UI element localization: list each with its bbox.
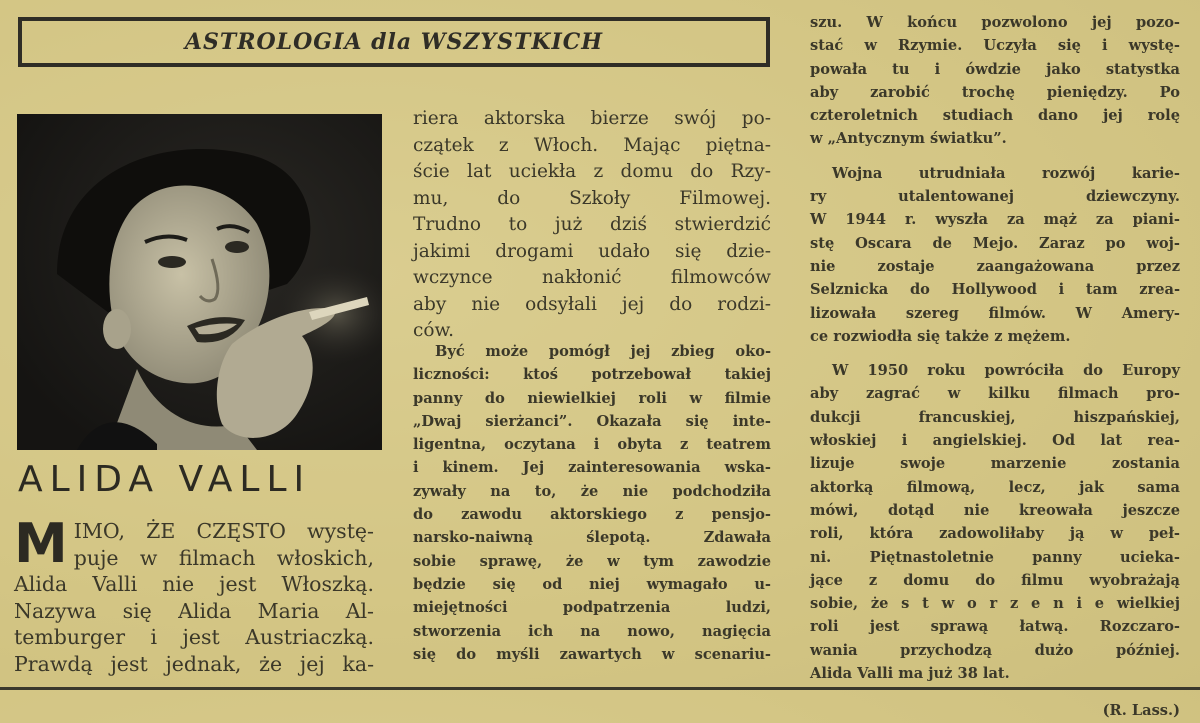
section-title: ASTROLOGIA dla WSZYSTKICH [184,29,604,55]
text-line: temburger i jest Austriaczką. [14,625,374,649]
text-line: w „Antycznym światku”. [810,130,1007,148]
text-line: ry utalentowanej dziewczyny. [810,188,1180,206]
text-line: Być może pomógł jej zbieg oko- [435,343,771,360]
text-line: mu, do Szkoły Filmowej. [413,187,771,209]
text-line: aby zarobić trochę pieniędzy. Po [810,83,1180,101]
column-2-paragraph-2 [413,340,771,666]
text-line: W 1950 roku powróciła do Europy [832,362,1180,380]
text-line: Trudno to już dziś stwierdzić [413,214,771,235]
text-line: miejętności podpatrzenia ludzi, [413,599,771,617]
text-line: ligentna, oczytana i obyta z teatrem [413,436,771,454]
text-line: się do myśli zawartych w scenariu- [413,645,771,663]
text-line: do zawodu aktorskiego z pensjo- [413,506,771,524]
text-line: sobie, że s t w o r z e n i e wielkiej [810,595,1180,613]
text-line: stać w Rzymie. Uczyła się i wystę- [810,37,1180,55]
text-line: włoskiej i angielskiej. Od lat rea- [810,432,1180,450]
text-line: czteroletnich studiach dano jej rolę [810,107,1180,125]
column-2-paragraph-1 [413,106,771,345]
text-line: W 1944 r. wyszła za mąż za piani- [810,211,1180,229]
text-line: Wojna utrudniała rozwój karie- [832,164,1180,182]
text-line: zywały na to, że nie podchodziła [413,482,771,500]
text-line: aby zagrać w kilku filmach pro- [810,385,1180,403]
portrait-photo [17,114,382,450]
text-line: sobie sprawę, że w tym zawodzie [413,552,771,570]
text-line: jakimi drogami udało się dzie- [413,240,771,262]
text-line: dukcji francuskiej, hiszpańskiej, [810,408,1180,426]
text-line: stę Oscara de Mejo. Zaraz po woj- [810,234,1180,252]
text-line: stworzenia ich na nowo, nagięcia [413,622,771,640]
text-line: puje w filmach włoskich, [73,545,374,570]
text-line: jące z domu do filmu wyobrażają [810,571,1180,589]
text-line: będzie się od niej wymagało u- [413,575,771,593]
text-line: „Dwaj sierżanci”. Okazała się inte- [413,412,771,430]
text-line: panny do niewielkiej roli w filmie [413,389,771,407]
text-line: Selznicka do Hollywood i tam zrea- [810,281,1180,299]
text-line: roli, która zadowoliłaby ją w peł- [810,525,1180,543]
author-signature: (R. Lass.) [1102,702,1180,720]
text-line: Prawdą jest jednak, że jej ka- [14,651,374,676]
section-header-box [18,17,770,67]
column-3 [810,11,1180,723]
text-line: lizowała szereg filmów. W Amery- [810,304,1180,322]
text-line: aby nie odsyłali jej do rodzi- [413,293,771,315]
text-line: Nazywa się Alida Maria Al- [14,598,374,623]
text-line: IMO, ŻE CZĘSTO wystę- [73,519,374,543]
text-line: lizuje swoje marzenie zostania [810,455,1180,473]
text-line: narsko-naiwną ślepotą. Zdawała [413,529,771,547]
text-line: nie zostaje zaangażowana przez [810,257,1180,275]
drop-cap: M [14,512,68,575]
text-line: roli jest sprawą łatwą. Rozczaro- [810,618,1180,636]
text-line: wczynce nakłonić filmowców [413,267,771,288]
text-line: riera aktorska bierze swój po- [413,108,771,129]
text-line: aktorką filmową, lecz, jak sama [810,478,1180,496]
portrait-image [17,114,382,450]
article-headline: ALIDA VALLI [18,459,312,500]
text-line: ni. Piętnastoletnie panny ucieka- [810,548,1180,566]
text-line: czątek z Włoch. Mając piętna- [413,134,771,156]
text-line: Alida Valli nie jest Włoszką. [14,572,374,596]
text-line: ce rozwiodła się także z mężem. [810,327,1071,345]
text-line: liczności: ktoś potrzebował takiej [413,366,771,384]
text-line: szu. W końcu pozwolono jej pozo- [810,14,1180,31]
text-line: powała tu i ówdzie jako statystka [810,60,1180,78]
text-line: ców. [413,320,455,341]
text-line: i kinem. Jej zainteresowania wska- [413,459,771,477]
text-line: mówi, dotąd nie kreowała jeszcze [810,501,1180,519]
text-line: wania przychodzą dużo później. [810,641,1180,659]
text-line: Alida Valli ma już 38 lat. [810,665,1010,683]
column-1 [14,512,374,677]
text-line: ście lat uciekła z domu do Rzy- [413,161,771,182]
